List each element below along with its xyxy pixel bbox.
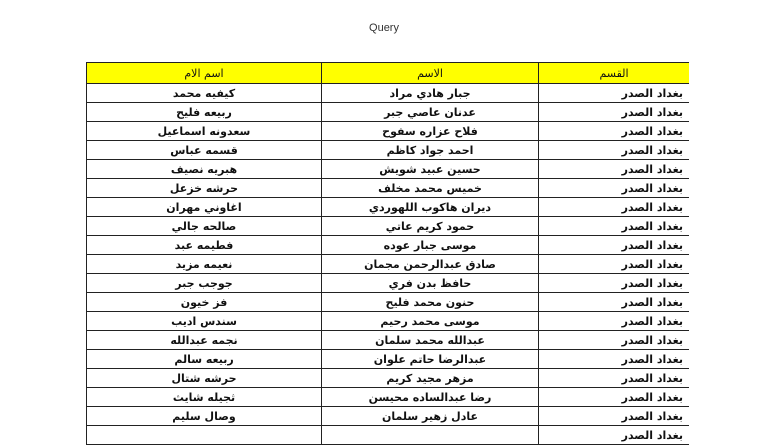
table-row [87,179,690,198]
cell-department: بغداد الصدر [539,84,690,103]
table-row [87,331,690,350]
table-row [87,388,690,407]
table-row [87,274,690,293]
cell-department: بغداد الصدر [539,179,690,198]
cell-department: بغداد الصدر [539,331,690,350]
cell-mother-name: كيفيه محمد [87,84,322,103]
table-row [87,217,690,236]
cell-name: رضا عبدالساده محيسن [322,388,539,407]
table-row [87,312,690,331]
cell-name: ديران هاكوب اللهوردي [322,198,539,217]
cell-mother-name: فز خيون [87,293,322,312]
cell-name: موسى محمد رحيم [322,312,539,331]
cell-department: بغداد الصدر [539,350,690,369]
table-row [87,141,690,160]
table-row [87,122,690,141]
cell-name: عدنان عاصي جبر [322,103,539,122]
cell-mother-name: نجمه عبدالله [87,331,322,350]
cell-name: موسى جبار عوده [322,236,539,255]
cell-department: بغداد الصدر [539,407,690,426]
cell-mother-name: نعيمه مزيد [87,255,322,274]
table-row [87,198,690,217]
table-row [87,160,690,179]
page-title: Query [369,22,399,34]
cell-department: بغداد الصدر [539,217,690,236]
cell-department: بغداد الصدر [539,160,690,179]
cell-name: عبدالرضا حاتم علوان [322,350,539,369]
table-body [87,84,690,445]
cell-name: حنون محمد فليح [322,293,539,312]
table-row [87,407,690,426]
cell-department: بغداد الصدر [539,198,690,217]
cell-department: بغداد الصدر [539,293,690,312]
cell-mother-name: جوجب جبر [87,274,322,293]
cell-name: خميس محمد مخلف [322,179,539,198]
cell-name: عادل زهير سلمان [322,407,539,426]
cell-name: عبدالله محمد سلمان [322,331,539,350]
table-row [87,426,690,445]
table-row [87,350,690,369]
cell-mother-name: سعدونه اسماعيل [87,122,322,141]
cell-department: بغداد الصدر [539,141,690,160]
cell-name: فلاح عزاره سفوح [322,122,539,141]
cell-mother-name: حرشه خزعل [87,179,322,198]
results-table-container [86,62,689,448]
cell-department: بغداد الصدر [539,274,690,293]
cell-name: جبار هادي مراد [322,84,539,103]
cell-mother-name: فطيمه عبد [87,236,322,255]
cell-mother-name: ربيعه سالم [87,350,322,369]
cell-department: بغداد الصدر [539,236,690,255]
results-table [86,62,689,445]
table-row [87,255,690,274]
cell-mother-name: هبريه نصيف [87,160,322,179]
cell-department: بغداد الصدر [539,388,690,407]
cell-mother-name: ربيعه فليح [87,103,322,122]
table-row [87,236,690,255]
cell-name: صادق عبدالرحمن مجمان [322,255,539,274]
cell-mother-name: وصال سليم [87,407,322,426]
cell-name: حافظ بدن فري [322,274,539,293]
cell-department: بغداد الصدر [539,122,690,141]
cell-mother-name: حرشه شتال [87,369,322,388]
cell-name: حسين عبيد شويش [322,160,539,179]
table-row [87,293,690,312]
table-row [87,103,690,122]
header-name: الاسم [322,63,539,84]
cell-name [322,426,539,445]
header-mother-name: اسم الام [87,63,322,84]
cell-department: بغداد الصدر [539,426,690,445]
cell-department: بغداد الصدر [539,312,690,331]
header-department: القسم [539,63,690,84]
cell-department: بغداد الصدر [539,255,690,274]
cell-mother-name: سندس اديب [87,312,322,331]
table-header-row [87,63,690,84]
cell-mother-name: اغاوني مهران [87,198,322,217]
cell-mother-name: صالحه جالي [87,217,322,236]
cell-name: احمد جواد كاظم [322,141,539,160]
cell-mother-name: قسمه عباس [87,141,322,160]
cell-name: حمود كريم عاتي [322,217,539,236]
cell-department: بغداد الصدر [539,103,690,122]
cell-mother-name: ثجيله شايث [87,388,322,407]
cell-mother-name [87,426,322,445]
table-row [87,369,690,388]
cell-department: بغداد الصدر [539,369,690,388]
table-row [87,84,690,103]
cell-name: مزهر مجيد كريم [322,369,539,388]
